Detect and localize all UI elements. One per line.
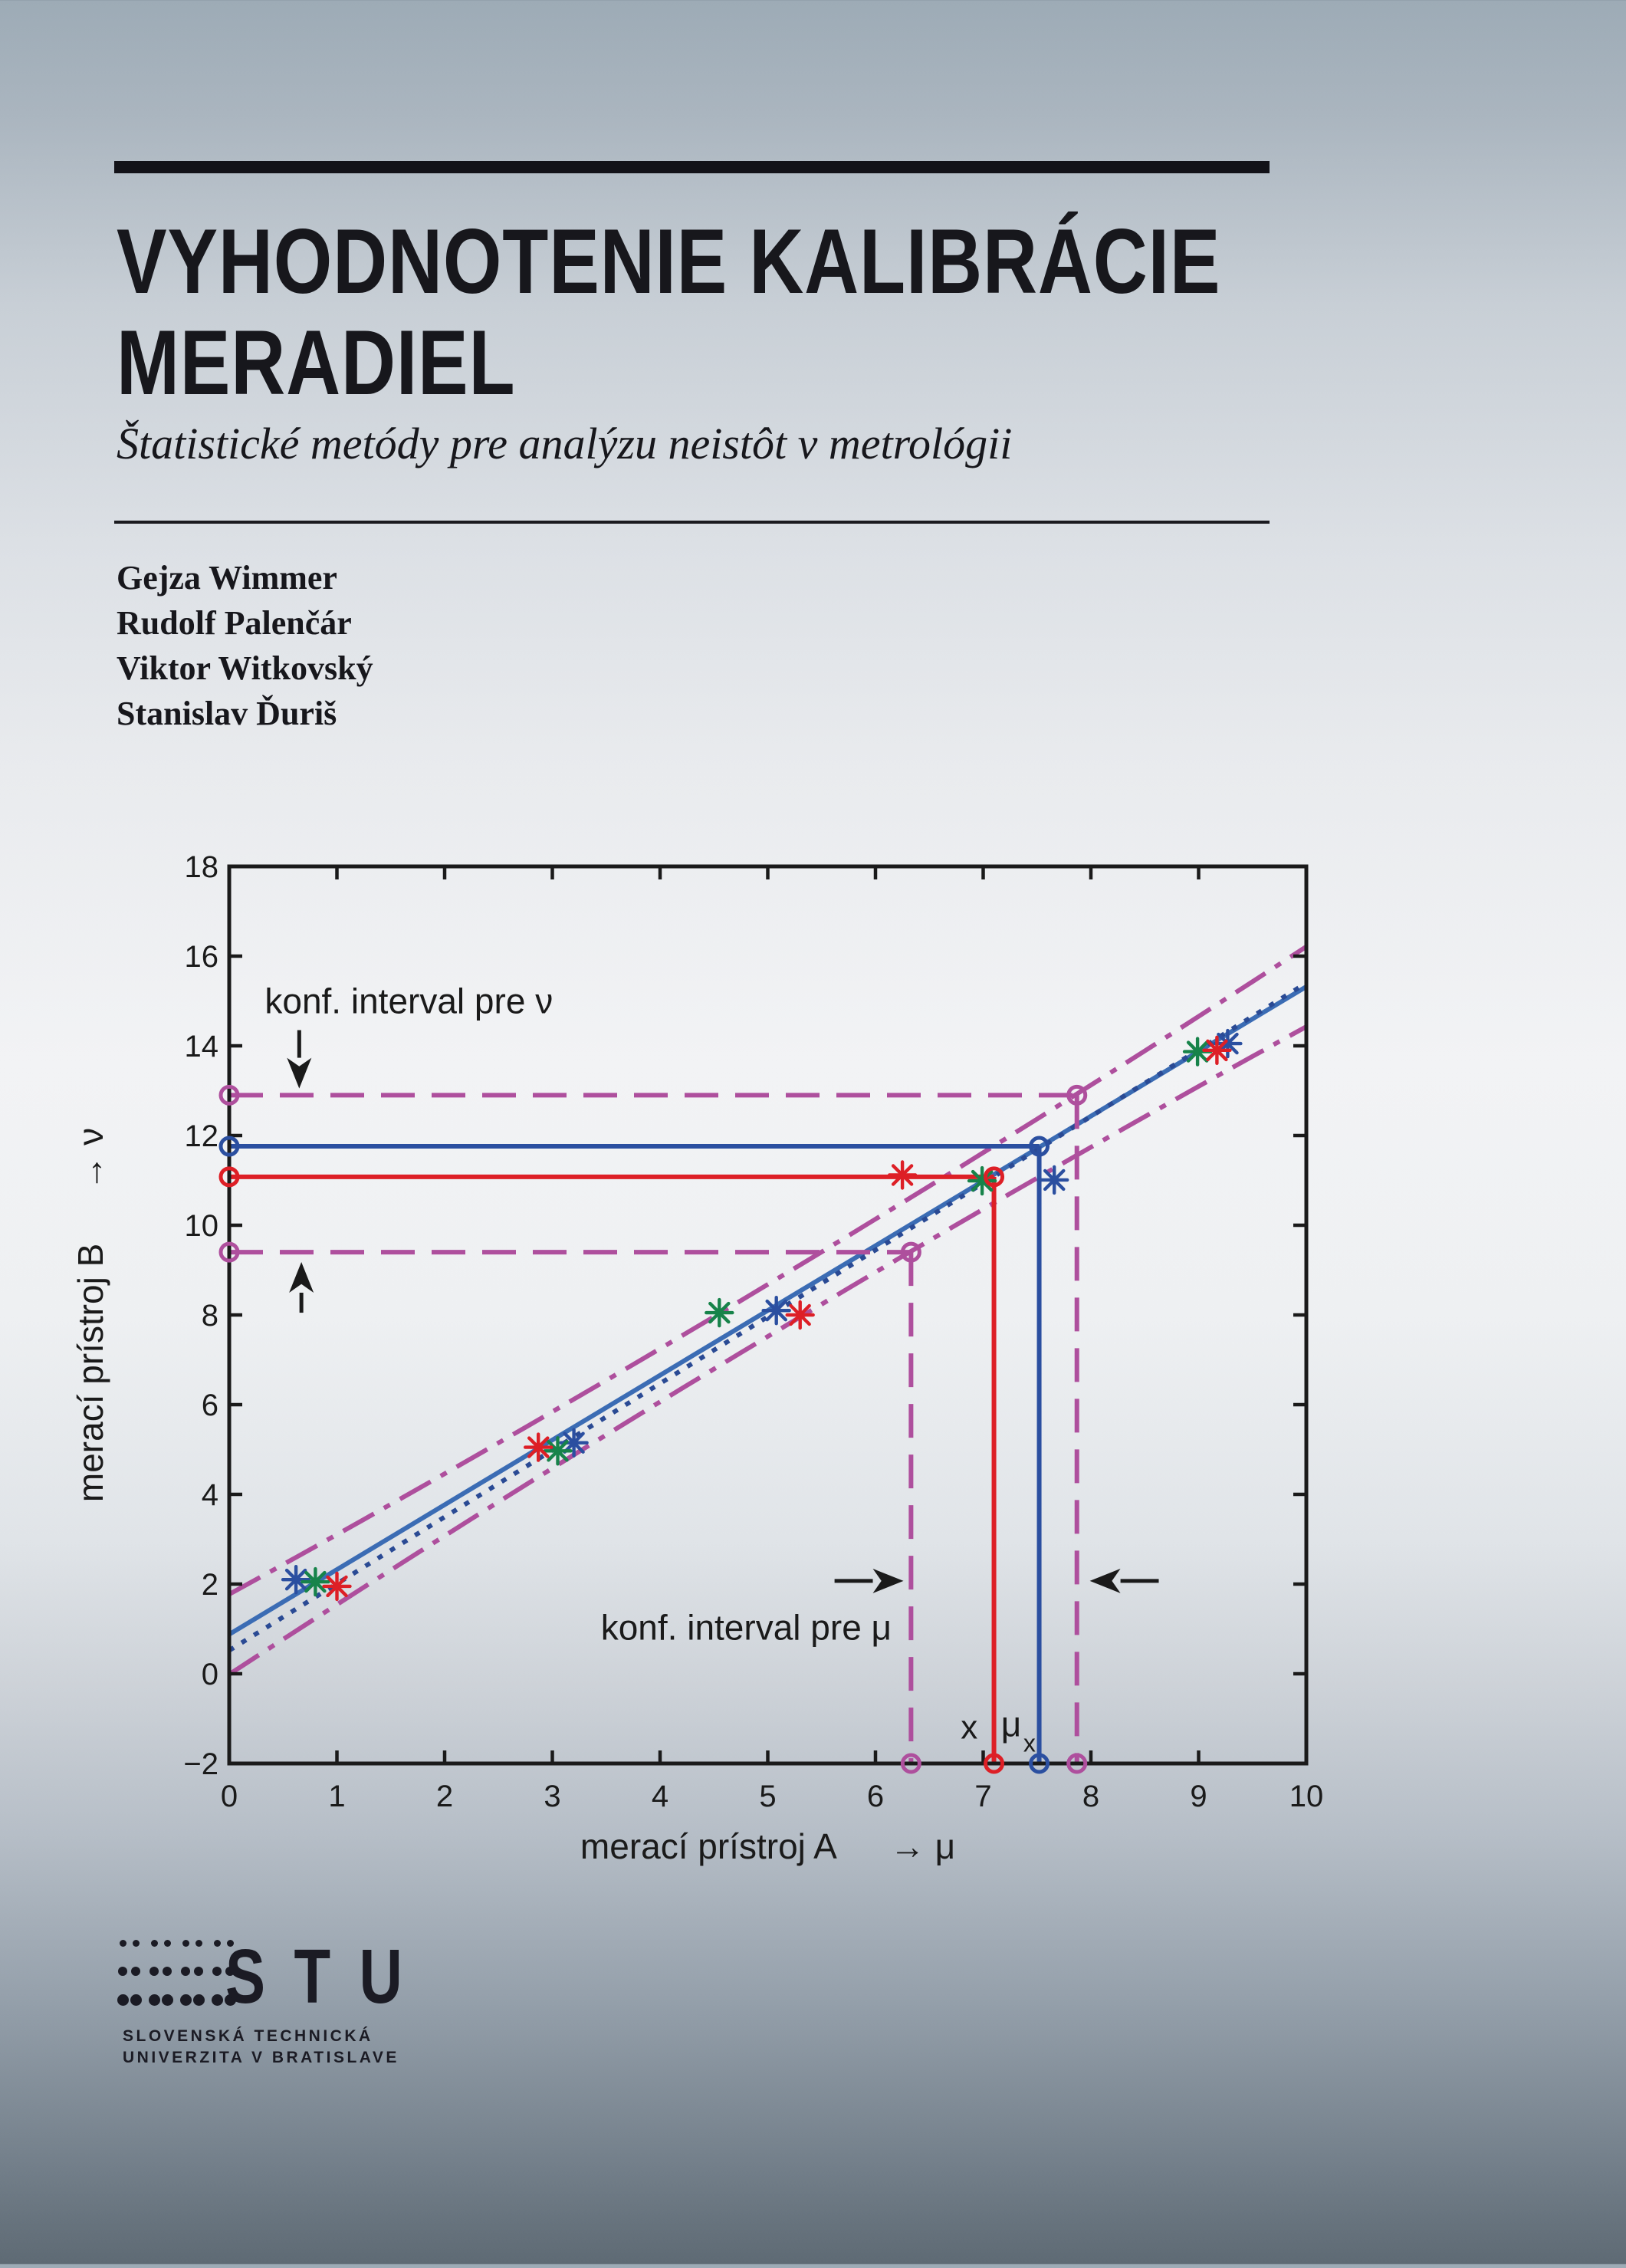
logo-dot <box>120 1940 126 1947</box>
logo-dot <box>193 1994 205 2006</box>
y-axis-tick-label: 14 <box>184 1030 218 1063</box>
ci-nu-down-arrow <box>287 1030 311 1089</box>
x-axis-tick-label: 5 <box>759 1780 777 1813</box>
ci-mu-annotation: konf. interval pre μ <box>600 1607 892 1648</box>
logo-dot <box>195 1940 202 1947</box>
logo-dot <box>180 1994 192 2006</box>
x-axis-tick-label: 1 <box>328 1780 346 1813</box>
x-axis-tick-label: 0 <box>220 1780 238 1813</box>
logo-dot <box>162 1994 173 2006</box>
stu-logo-line2: UNIVERZITA V BRATISLAVE <box>123 2049 399 2066</box>
logo-dot <box>133 1940 140 1947</box>
logo-dot <box>182 1940 189 1947</box>
author-name: Viktor Witkovský <box>117 649 373 687</box>
y-axis-tick-label: 16 <box>184 940 218 974</box>
ci-nu-annotation: konf. interval pre ν <box>264 981 553 1021</box>
y-axis-tick-label: 6 <box>201 1389 218 1422</box>
logo-dot <box>212 1967 222 1976</box>
mu-estimate-label: μ <box>1000 1704 1022 1744</box>
logo-dot <box>164 1940 171 1947</box>
book-subtitle: Štatistické metódy pre analýzu neistôt v metrológii <box>117 419 1013 468</box>
ci-mu-right-arrow <box>835 1569 904 1593</box>
y-axis-tick-label: 18 <box>184 850 218 884</box>
y-axis-tick-label: 12 <box>184 1119 218 1153</box>
logo-dot <box>149 1994 160 2006</box>
logo-dot <box>131 1967 140 1976</box>
confidence-band-upper <box>229 947 1306 1595</box>
logo-dot <box>181 1967 190 1976</box>
logo-dot <box>194 1967 203 1976</box>
logo-dot <box>163 1967 172 1976</box>
y-axis-tick-label: −2 <box>183 1747 218 1781</box>
x-axis-tick-label: 8 <box>1082 1780 1100 1813</box>
y-axis-tick-label: 10 <box>184 1209 218 1243</box>
logo-dot <box>130 1994 142 2006</box>
stu-logo-line1: SLOVENSKÁ TECHNICKÁ <box>123 2027 373 2045</box>
x-axis-tick-label: 7 <box>974 1780 992 1813</box>
logo-dot <box>117 1994 129 2006</box>
logo-dot <box>149 1967 159 1976</box>
stu-logo-letters: STU <box>225 1934 432 2020</box>
x-estimate-label: x <box>961 1708 978 1747</box>
book-title-line2: MERADIEL <box>117 311 516 414</box>
confidence-band-lower <box>229 1027 1306 1675</box>
x-axis-tick-label: 3 <box>544 1780 561 1813</box>
stu-logo-dot-matrix-icon <box>123 1943 238 2020</box>
y-axis-tick-label: 8 <box>201 1299 218 1333</box>
y-axis-label: merací prístroj B → ν <box>71 1127 110 1503</box>
y-axis-tick-label: 0 <box>201 1658 218 1691</box>
ci-mu-left-arrow <box>1090 1569 1159 1593</box>
logo-dot <box>214 1940 221 1947</box>
x-axis-tick-label: 2 <box>435 1780 454 1813</box>
author-name: Rudolf Palenčár <box>117 604 352 642</box>
x-axis-tick-label: 4 <box>651 1780 669 1813</box>
x-axis-tick-label: 9 <box>1190 1780 1207 1813</box>
logo-dot <box>118 1967 127 1976</box>
x-axis-label: merací prístroj A → μ <box>580 1826 956 1866</box>
y-axis-tick-label: 2 <box>201 1568 218 1602</box>
author-name: Gejza Wimmer <box>117 559 337 597</box>
logo-dot <box>212 1994 223 2006</box>
book-title-line1: VYHODNOTENIE KALIBRÁCIE <box>117 210 1221 313</box>
logo-dot <box>151 1940 158 1947</box>
x-axis-tick-label: 10 <box>1289 1780 1324 1813</box>
x-axis-tick-label: 6 <box>866 1780 885 1813</box>
y-axis-tick-label: 4 <box>201 1478 218 1512</box>
ci-nu-up-arrow <box>289 1262 314 1313</box>
mu-estimate-subscript: x <box>1023 1729 1036 1757</box>
author-name: Stanislav Ďuriš <box>117 695 337 732</box>
